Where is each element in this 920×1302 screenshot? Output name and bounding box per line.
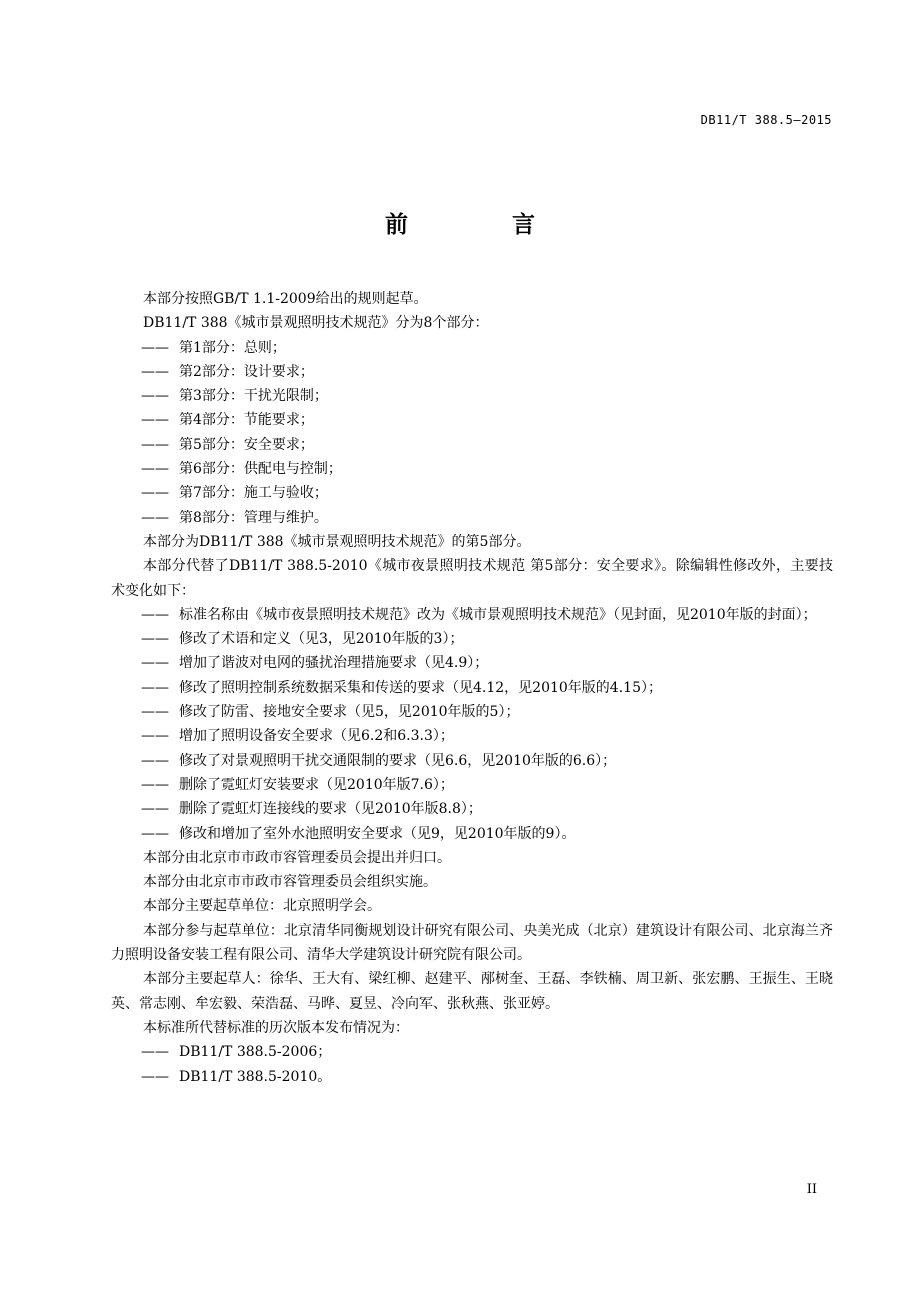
part-item-label: 第1部分：总则； [179, 339, 286, 356]
list-dash: —— [141, 339, 169, 356]
paragraph-drafters: 本部分主要起草人：徐华、王大有、梁红柳、赵建平、邴树奎、王磊、李铁楠、周卫新、张宏鹏、王振生、王晓英、常志刚、牟宏毅、荣浩磊、马晔、夏昱、冷向军、张秋燕、张亚婷。 [111, 971, 833, 1012]
change-item-label: 修改了术语和定义（见3，见2010年版的3）； [179, 631, 464, 648]
document-body [111, 287, 833, 1089]
change-item-label: 删除了霓虹灯连接线的要求（见2010年版8.8）； [179, 801, 482, 818]
list-item [111, 749, 833, 773]
list-item [111, 336, 833, 360]
part-item-label: 第3部分：干扰光限制； [179, 388, 328, 405]
paragraph-parts-intro: DB11/T 388《城市景观照明技术规范》分为8个部分： [143, 315, 489, 332]
page-title: 前 言 [384, 211, 583, 238]
part-item-label: 第4部分：节能要求； [179, 412, 314, 429]
list-item [111, 651, 833, 675]
list-item [111, 481, 833, 505]
part-item-label: 第8部分：管理与维护。 [179, 509, 328, 526]
list-item [111, 1065, 833, 1089]
list-dash: —— [141, 631, 169, 648]
history-item-label: DB11/T 388.5-2010。 [179, 1068, 332, 1085]
paragraph-main-drafter-unit: 本部分主要起草单位：北京照明学会。 [143, 898, 381, 915]
list-dash: —— [141, 801, 169, 818]
change-item-label: 增加了照明设备安全要求（见6.2和6.3.3）； [179, 728, 454, 745]
paragraph-part-position: 本部分为DB11/T 388《城市景观照明技术规范》的第5部分。 [143, 533, 531, 550]
list-item [111, 627, 833, 651]
list-dash: —— [141, 606, 169, 623]
part-item-label: 第6部分：供配电与控制； [179, 461, 342, 478]
list-item [111, 773, 833, 797]
list-item [111, 676, 833, 700]
list-item [111, 603, 833, 627]
list-item [111, 457, 833, 481]
paragraph-participating-units: 本部分参与起草单位：北京清华同衡规划设计研究有限公司、央美光成（北京）建筑设计有限公司、北京海兰齐力照明设备安装工程有限公司、清华大学建筑设计研究院有限公司。 [111, 922, 833, 964]
list-dash: —— [141, 412, 169, 429]
list-dash: —— [141, 461, 169, 478]
paragraph-replacement: 本部分代替了DB11/T 388.5-2010《城市夜景照明技术规范 第5部分：安全要求》。除编辑性修改外，主要技术变化如下： [111, 558, 833, 599]
list-item [111, 384, 833, 408]
list-item [111, 822, 833, 846]
change-item-label: 删除了霓虹灯安装要求（见2010年版7.6）； [179, 776, 454, 793]
page-number: II [806, 1182, 817, 1197]
list-item [111, 700, 833, 724]
paragraph-drafting-rules: 本部分按照GB/T 1.1-2009给出的规则起草。 [143, 291, 428, 307]
paragraph-implementer: 本部分由北京市市政市容管理委员会组织实施。 [143, 874, 437, 891]
part-item-label: 第5部分：安全要求； [179, 436, 314, 453]
paragraph-history-intro: 本标准所代替标准的历次版本发布情况为： [143, 1019, 409, 1036]
part-item-label: 第2部分：设计要求； [179, 363, 314, 380]
change-item-label: 修改了对景观照明干扰交通限制的要求（见6.6，见2010年版的6.6）； [179, 752, 617, 769]
list-dash: —— [141, 776, 169, 793]
change-item-label: 修改了防雷、接地安全要求（见5，见2010年版的5）； [179, 704, 520, 721]
list-dash: —— [141, 825, 169, 842]
list-dash: —— [141, 436, 169, 453]
paragraph-proposer: 本部分由北京市市政市容管理委员会提出并归口。 [143, 849, 451, 866]
list-dash: —— [141, 388, 169, 405]
list-item [111, 797, 833, 821]
part-item-label: 第7部分：施工与验收； [179, 485, 328, 502]
list-dash: —— [141, 704, 169, 721]
list-dash: —— [141, 1068, 169, 1085]
list-dash: —— [141, 485, 169, 502]
list-item [111, 506, 833, 530]
document-code: DB11/T 388.5—2015 [700, 113, 832, 127]
list-item [111, 433, 833, 457]
list-dash: —— [141, 679, 169, 696]
list-dash: —— [141, 1044, 169, 1061]
change-item-label: 标准名称由《城市夜景照明技术规范》改为《城市景观照明技术规范》（见封面，见2010年版的封面）； [179, 606, 817, 623]
history-item-label: DB11/T 388.5-2006； [179, 1044, 332, 1061]
list-dash: —— [141, 728, 169, 745]
list-dash: —— [141, 752, 169, 769]
list-item [111, 1040, 833, 1064]
list-dash: —— [141, 655, 169, 672]
list-item [111, 724, 833, 748]
change-item-label: 修改了照明控制系统数据采集和传送的要求（见4.12，见2010年版的4.15）； [179, 679, 662, 696]
change-item-label: 修改和增加了室外水池照明安全要求（见9，见2010年版的9）。 [179, 825, 576, 842]
list-item [111, 408, 833, 432]
list-item [111, 360, 833, 384]
list-dash: —— [141, 363, 169, 380]
list-dash: —— [141, 509, 169, 526]
change-item-label: 增加了谐波对电网的骚扰治理措施要求（见4.9）； [179, 655, 489, 672]
